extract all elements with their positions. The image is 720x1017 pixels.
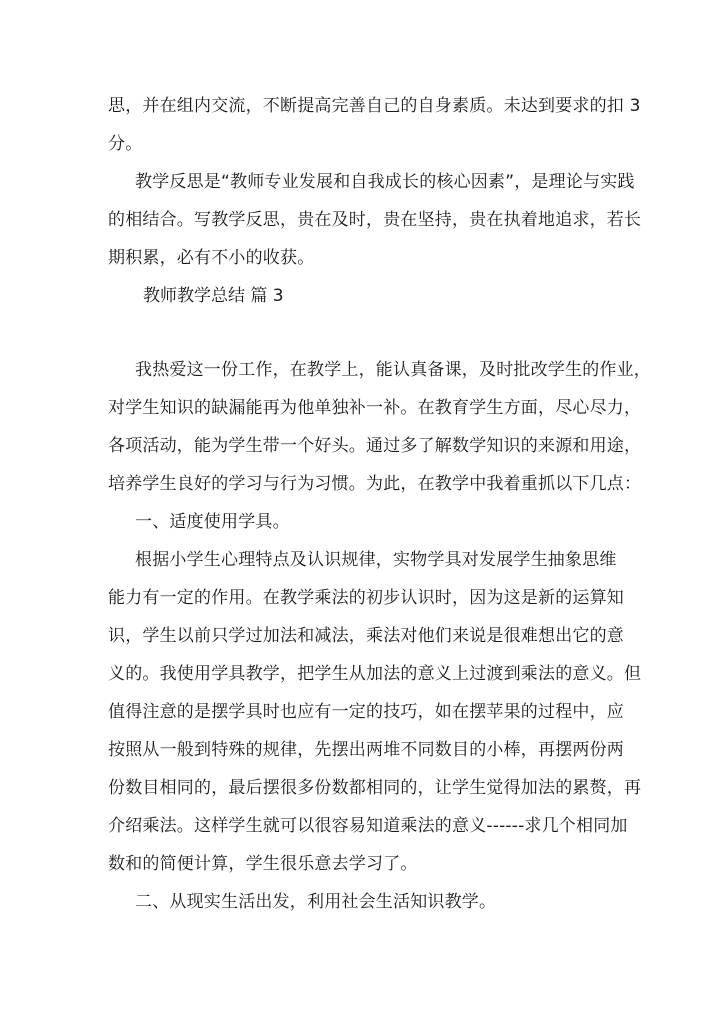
text-line: 对学生知识的缺漏能再为他单独补一补。在教育学生方面，尽心尽力，	[108, 398, 642, 418]
text-line: 义的。我使用学具教学，把学生从加法的意义上过渡到乘法的意义。但	[108, 664, 642, 684]
text-line: 按照从一般到特殊的规律，先摆出两堆不同数目的小棒，再摆两份两	[108, 740, 624, 760]
text-line: 分。	[108, 134, 143, 154]
text-line: 根据小学生心理特点及认识规律，实物学具对发展学生抽象思维	[135, 550, 617, 570]
text-line: 培养学生良好的学习与行为习惯。为此，在教学中我着重抓以下几点：	[108, 474, 642, 494]
text-line: 数和的简便计算，学生很乐意去学习了。	[108, 854, 418, 874]
point-title: 二、从现实生活出发，利用社会生活知识教学。	[135, 892, 497, 912]
text-line: 期积累，必有不小的收获。	[108, 248, 315, 268]
text-line: 各项活动，能为学生带一个好头。通过多了解数学知识的来源和用途，	[108, 436, 642, 456]
text-line: 介绍乘法。这样学生就可以很容易知道乘法的意义------求几个相同加	[108, 816, 628, 836]
text-line: 思，并在组内交流，不断提高完善自己的自身素质。未达到要求的扣 3	[108, 96, 641, 116]
text-line: 的相结合。写教学反思，贵在及时，贵在坚持，贵在执着地追求，若长	[108, 210, 642, 230]
text-line: 教学反思是“教师专业发展和自我成长的核心因素”，是理论与实践	[135, 172, 635, 192]
text-line: 我热爱这一份工作，在教学上，能认真备课，及时批改学生的作业，	[135, 360, 651, 380]
text-line: 值得注意的是摆学具时也应有一定的技巧，如在摆苹果的过程中，应	[108, 702, 624, 722]
text-line: 份数目相同的，最后摆很多份数都相同的，让学生觉得加法的累赘，再	[108, 778, 642, 798]
text-line: 识，学生以前只学过加法和减法，乘法对他们来说是很难想出它的意	[108, 626, 624, 646]
text-line: 能力有一定的作用。在教学乘法的初步认识时，因为这是新的运算知	[108, 588, 624, 608]
point-title: 一、适度使用学具。	[135, 512, 290, 532]
section-heading: 教师教学总结 篇 3	[143, 286, 284, 306]
